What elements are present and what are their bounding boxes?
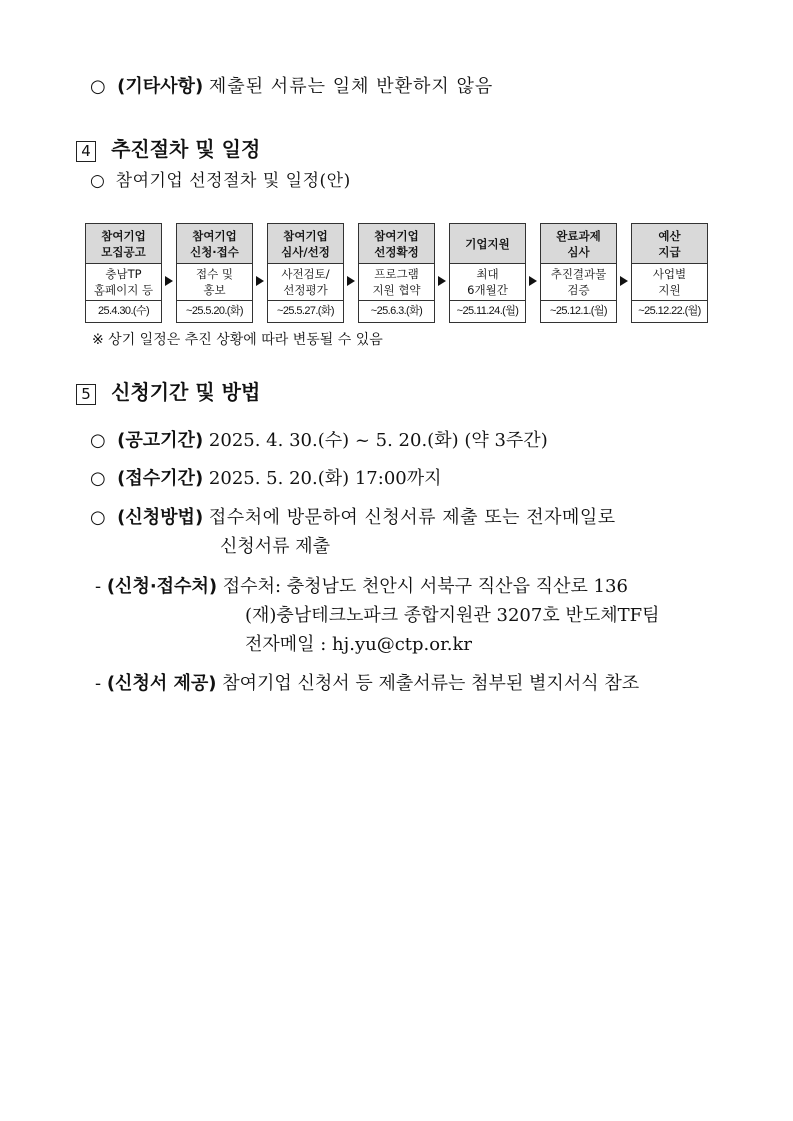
process-step-title: 심사 bbox=[567, 244, 590, 259]
process-step-desc: 선정평가 bbox=[283, 283, 328, 297]
process-step-desc: 최대 bbox=[476, 267, 499, 281]
provision-label: (신청서 제공) bbox=[106, 673, 217, 694]
process-step-desc: 홍보 bbox=[203, 283, 226, 297]
reception-email[interactable]: 전자메일 : hj.yu@ctp.or.kr bbox=[245, 634, 472, 655]
arrow-right-icon bbox=[256, 276, 264, 286]
section5-heading bbox=[76, 376, 260, 405]
method-text: 접수처에 방문하여 신청서류 제출 또는 전자메일로 bbox=[208, 507, 616, 528]
method-line bbox=[90, 503, 616, 529]
section4-number: 4 bbox=[76, 141, 96, 162]
process-step-desc: 검증 bbox=[567, 283, 590, 297]
process-step-header bbox=[86, 224, 161, 264]
process-step-body bbox=[541, 264, 616, 301]
process-step-title: 참여기업 bbox=[374, 228, 419, 243]
provision-line bbox=[95, 669, 639, 695]
etc-line bbox=[90, 72, 493, 98]
process-step-title: 참여기업 bbox=[101, 228, 146, 243]
process-step-desc: 추진결과물 bbox=[550, 267, 607, 281]
process-step-body bbox=[632, 264, 707, 301]
process-step-header bbox=[268, 224, 343, 264]
section5-title: 신청기간 및 방법 bbox=[111, 380, 261, 404]
period-receipt-line bbox=[90, 464, 442, 490]
method-text-cont: 신청서류 제출 bbox=[220, 536, 331, 557]
arrow-right-icon bbox=[165, 276, 173, 286]
arrow-right-icon bbox=[529, 276, 537, 286]
process-step-desc: 접수 및 bbox=[196, 267, 233, 281]
process-step-date: 25.4.30.(수) bbox=[97, 305, 150, 317]
process-step bbox=[449, 223, 526, 323]
process-step-desc: 6개월간 bbox=[467, 283, 508, 297]
process-step-desc: 사업별 bbox=[652, 267, 687, 281]
process-step-header bbox=[541, 224, 616, 264]
provision-text: 참여기업 신청서 등 제출서류는 첨부된 별지서식 참조 bbox=[222, 673, 640, 694]
process-step-title: 참여기업 bbox=[192, 228, 237, 243]
process-step-title: 모집공고 bbox=[101, 244, 146, 259]
process-step-desc: 지원 bbox=[658, 283, 681, 297]
dash: - bbox=[95, 576, 102, 597]
process-step-desc: 프로그램 bbox=[374, 267, 419, 281]
process-step-desc: 지원 협약 bbox=[372, 283, 421, 297]
process-step-body bbox=[450, 264, 525, 301]
announce-label: (공고기간) bbox=[117, 430, 204, 451]
process-step-desc: 사전검토/ bbox=[281, 267, 330, 281]
process-step-date: ~25.5.27.(화) bbox=[277, 305, 334, 317]
reception-label: (신청·접수처) bbox=[106, 576, 218, 597]
etc-label: (기타사항) bbox=[117, 76, 204, 97]
section4-title: 추진절차 및 일정 bbox=[111, 137, 261, 161]
bullet: ○ bbox=[90, 430, 106, 451]
process-step-desc: 충남TP bbox=[105, 267, 142, 281]
process-step-date: ~25.11.24.(월) bbox=[456, 305, 519, 317]
process-step-header bbox=[177, 224, 252, 264]
process-step-desc: 홈페이지 등 bbox=[93, 283, 154, 297]
process-step-body bbox=[86, 264, 161, 301]
process-step-title: 지급 bbox=[658, 244, 681, 259]
receipt-text: 2025. 5. 20.(화) 17:00까지 bbox=[208, 468, 442, 489]
process-step bbox=[85, 223, 162, 323]
process-step bbox=[358, 223, 435, 323]
method-label: (신청방법) bbox=[117, 507, 204, 528]
process-step-title: 기업지원 bbox=[465, 236, 510, 251]
process-step bbox=[176, 223, 253, 323]
arrow-right-icon bbox=[620, 276, 628, 286]
process-step-title: 심사/선정 bbox=[281, 244, 330, 259]
process-step-title: 선정확정 bbox=[374, 244, 419, 259]
process-step-date: ~25.12.1.(월) bbox=[550, 305, 607, 317]
section5-number: 5 bbox=[76, 384, 96, 405]
section4-heading bbox=[76, 133, 260, 162]
arrow-right-icon bbox=[438, 276, 446, 286]
process-step-date: ~25.5.20.(화) bbox=[186, 305, 243, 317]
process-step-header bbox=[359, 224, 434, 264]
process-step bbox=[267, 223, 344, 323]
process-step-date: ~25.12.22.(월) bbox=[638, 305, 701, 317]
schedule-note: ※ 상기 일정은 추진 상황에 따라 변동될 수 있음 bbox=[92, 332, 383, 348]
etc-bullet: ○ bbox=[90, 76, 106, 97]
process-step-title: 예산 bbox=[658, 228, 681, 243]
section4-bullet: ○ bbox=[90, 171, 105, 191]
reception-line bbox=[95, 572, 628, 598]
reception-line2: (재)충남테크노파크 종합지원관 3207호 반도체TF팀 bbox=[245, 605, 660, 626]
arrow-right-icon bbox=[347, 276, 355, 286]
process-step-body bbox=[359, 264, 434, 301]
section4-subtitle-line bbox=[90, 166, 351, 191]
process-step-title: 완료과제 bbox=[556, 228, 601, 243]
etc-text: 제출된 서류는 일체 반환하지 않음 bbox=[208, 76, 494, 97]
bullet: ○ bbox=[90, 507, 106, 528]
process-step-header bbox=[632, 224, 707, 264]
process-step-title: 신청·접수 bbox=[190, 244, 239, 259]
receipt-label: (접수기간) bbox=[117, 468, 204, 489]
section4-subtitle: 참여기업 선정절차 및 일정(안) bbox=[115, 171, 351, 191]
process-step-title: 참여기업 bbox=[283, 228, 328, 243]
process-step bbox=[540, 223, 617, 323]
process-step-date: ~25.6.3.(화) bbox=[370, 305, 423, 317]
period-announce-line bbox=[90, 426, 548, 452]
process-step-header bbox=[450, 224, 525, 264]
reception-line1: 접수처: 충청남도 천안시 서북구 직산읍 직산로 136 bbox=[222, 576, 628, 597]
announce-text: 2025. 4. 30.(수) ~ 5. 20.(화) (약 3주간) bbox=[208, 430, 548, 451]
process-step-body bbox=[268, 264, 343, 301]
process-step bbox=[631, 223, 708, 323]
bullet: ○ bbox=[90, 468, 106, 489]
process-step-body bbox=[177, 264, 252, 301]
dash: - bbox=[95, 673, 102, 694]
